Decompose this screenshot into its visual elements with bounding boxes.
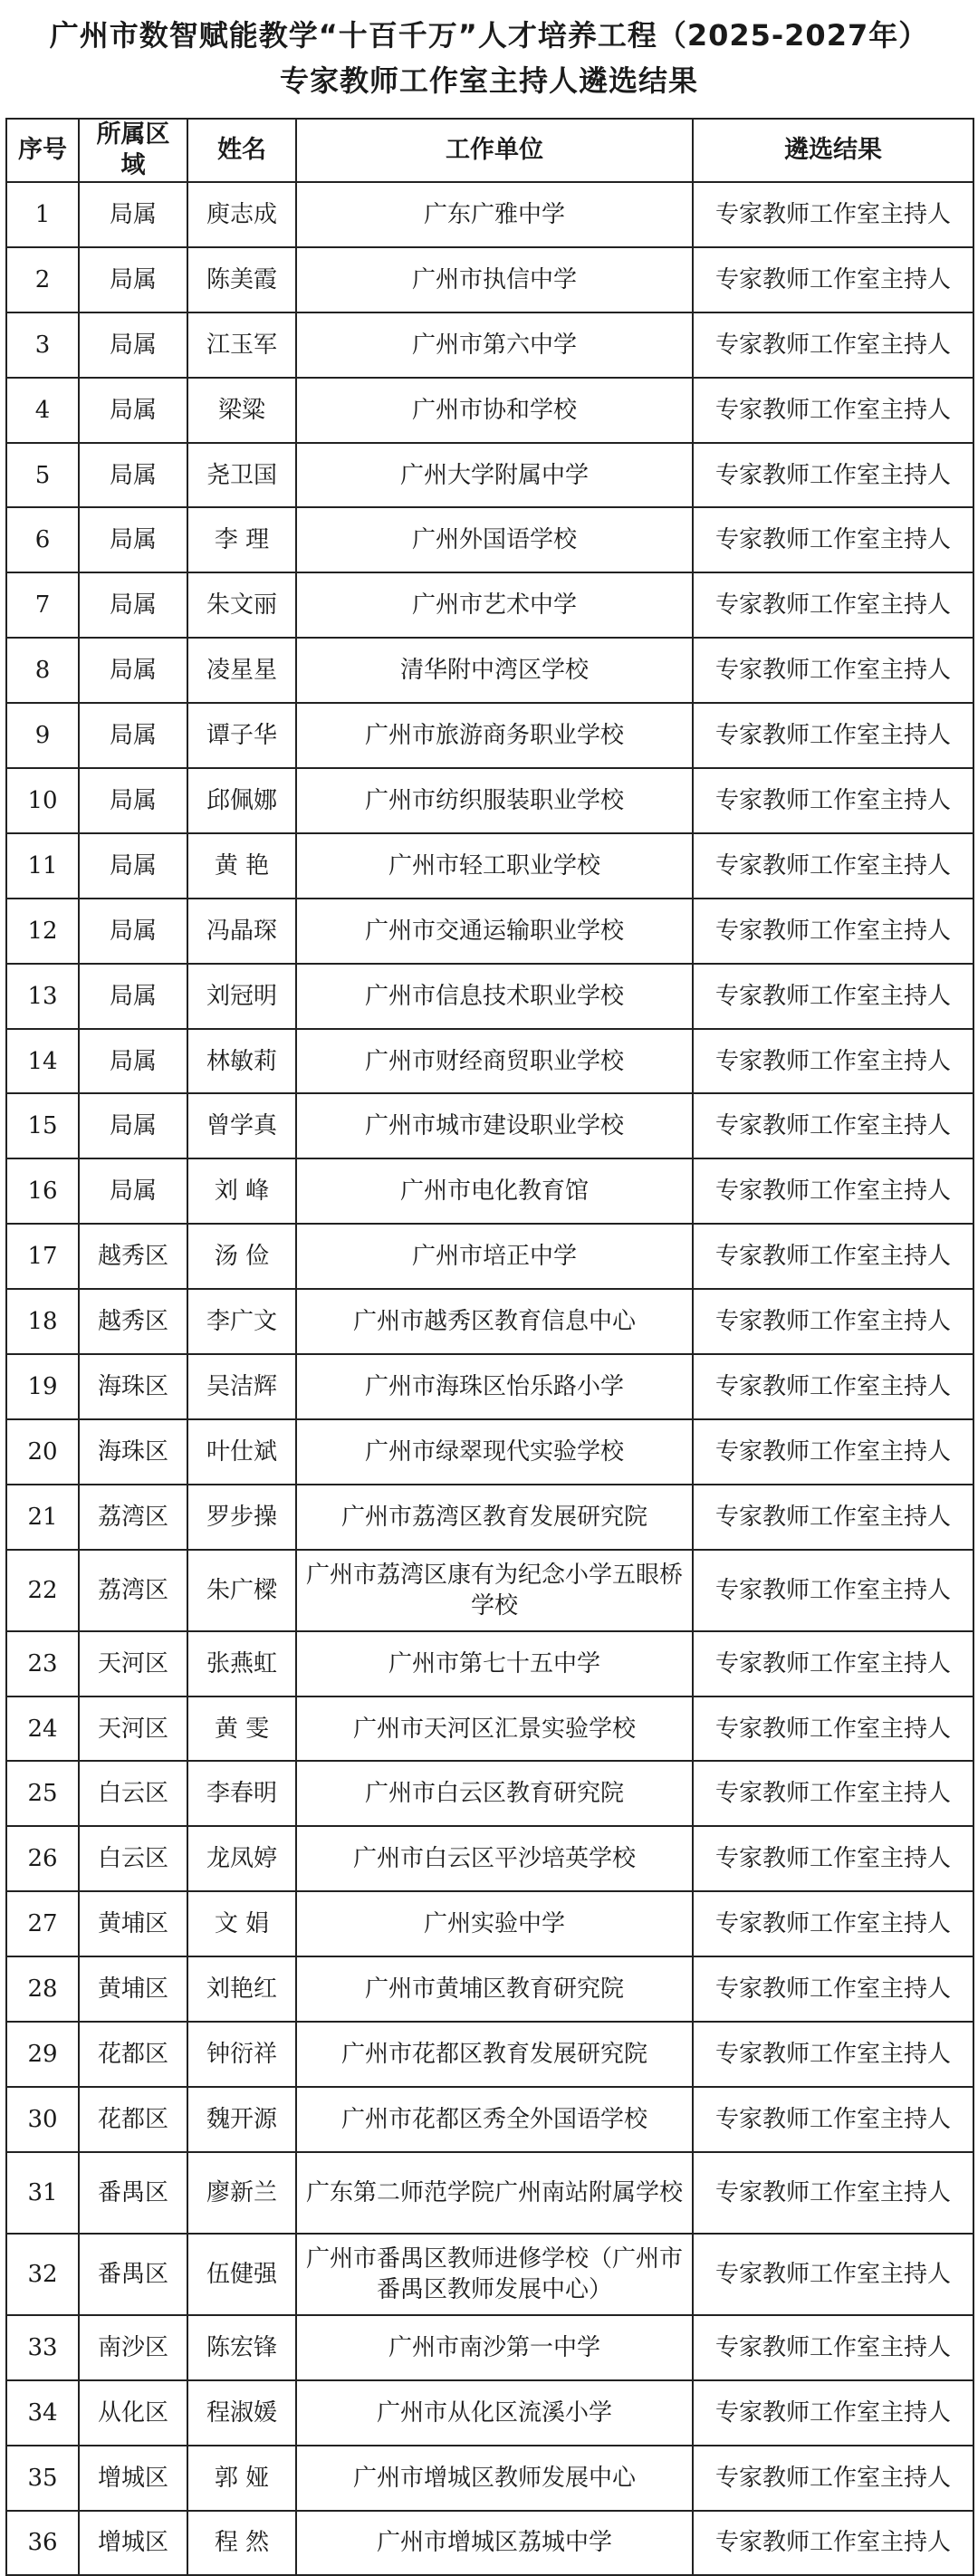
cell-result: 专家教师工作室主持人 — [693, 768, 973, 833]
cell-name: 李 理 — [187, 507, 296, 572]
cell-area: 局属 — [79, 378, 187, 443]
cell-area: 荔湾区 — [79, 1485, 187, 1550]
cell-work-unit: 广东第二师范学院广州南站附属学校 — [296, 2152, 693, 2234]
cell-area: 南沙区 — [79, 2315, 187, 2380]
cell-result: 专家教师工作室主持人 — [693, 1956, 973, 2022]
table-body — [6, 182, 973, 2575]
cell-result: 专家教师工作室主持人 — [693, 1891, 973, 1956]
cell-area: 局属 — [79, 1093, 187, 1158]
table-row — [6, 1761, 973, 1826]
cell-work-unit: 广州市电化教育馆 — [296, 1158, 693, 1224]
cell-result: 专家教师工作室主持人 — [693, 1289, 973, 1354]
cell-index: 5 — [6, 443, 79, 508]
cell-work-unit: 广州市纺织服装职业学校 — [296, 768, 693, 833]
cell-result: 专家教师工作室主持人 — [693, 1550, 973, 1631]
table-row — [6, 1029, 973, 1094]
cell-result: 专家教师工作室主持人 — [693, 1158, 973, 1224]
cell-area: 局属 — [79, 572, 187, 638]
cell-work-unit: 广州市黄埔区教育研究院 — [296, 1956, 693, 2022]
cell-result: 专家教师工作室主持人 — [693, 2087, 973, 2152]
table-row — [6, 2087, 973, 2152]
cell-work-unit: 广州市增城区教师发展中心 — [296, 2446, 693, 2511]
cell-index: 3 — [6, 312, 79, 378]
cell-area: 增城区 — [79, 2511, 187, 2576]
cell-result: 专家教师工作室主持人 — [693, 443, 973, 508]
cell-result: 专家教师工作室主持人 — [693, 638, 973, 703]
table-row — [6, 1485, 973, 1550]
cell-area: 从化区 — [79, 2380, 187, 2446]
cell-name: 伍健强 — [187, 2234, 296, 2315]
cell-work-unit: 广州市花都区秀全外国语学校 — [296, 2087, 693, 2152]
header-work-unit: 工作单位 — [296, 119, 693, 182]
cell-index: 27 — [6, 1891, 79, 1956]
cell-work-unit: 广州市绿翠现代实验学校 — [296, 1419, 693, 1485]
table-row — [6, 182, 973, 247]
table-row — [6, 899, 973, 964]
cell-area: 局属 — [79, 899, 187, 964]
cell-index: 29 — [6, 2022, 79, 2087]
table-row — [6, 1891, 973, 1956]
table-row — [6, 1419, 973, 1485]
cell-work-unit: 广州市越秀区教育信息中心 — [296, 1289, 693, 1354]
cell-result: 专家教师工作室主持人 — [693, 2152, 973, 2234]
cell-result: 专家教师工作室主持人 — [693, 1354, 973, 1419]
cell-work-unit: 广州市艺术中学 — [296, 572, 693, 638]
cell-name: 龙凤婷 — [187, 1826, 296, 1891]
table-row — [6, 768, 973, 833]
table-row — [6, 1550, 973, 1631]
cell-work-unit: 广州市交通运输职业学校 — [296, 899, 693, 964]
cell-name: 尧卫国 — [187, 443, 296, 508]
cell-work-unit: 广州市番禺区教师进修学校（广州市番禺区教师发展中心） — [296, 2234, 693, 2315]
cell-area: 花都区 — [79, 2087, 187, 2152]
cell-work-unit: 广州市城市建设职业学校 — [296, 1093, 693, 1158]
cell-result: 专家教师工作室主持人 — [693, 703, 973, 768]
cell-work-unit: 广州市荔湾区教育发展研究院 — [296, 1485, 693, 1550]
cell-index: 13 — [6, 964, 79, 1029]
table-row — [6, 247, 973, 312]
cell-name: 朱文丽 — [187, 572, 296, 638]
cell-work-unit: 广州实验中学 — [296, 1891, 693, 1956]
cell-name: 刘 峰 — [187, 1158, 296, 1224]
cell-area: 局属 — [79, 182, 187, 247]
cell-index: 21 — [6, 1485, 79, 1550]
cell-work-unit: 广州市白云区教育研究院 — [296, 1761, 693, 1826]
cell-index: 7 — [6, 572, 79, 638]
cell-name: 汤 俭 — [187, 1224, 296, 1289]
cell-work-unit: 广州市白云区平沙培英学校 — [296, 1826, 693, 1891]
cell-name: 魏开源 — [187, 2087, 296, 2152]
cell-area: 局属 — [79, 1029, 187, 1094]
cell-area: 番禺区 — [79, 2234, 187, 2315]
cell-name: 曾学真 — [187, 1093, 296, 1158]
table-row — [6, 378, 973, 443]
cell-area: 海珠区 — [79, 1354, 187, 1419]
table-header-row — [6, 119, 973, 182]
cell-name: 张燕虹 — [187, 1631, 296, 1697]
cell-area: 越秀区 — [79, 1289, 187, 1354]
table-row — [6, 638, 973, 703]
table-row — [6, 507, 973, 572]
cell-name: 刘艳红 — [187, 1956, 296, 2022]
cell-index: 36 — [6, 2511, 79, 2576]
table-row — [6, 443, 973, 508]
cell-result: 专家教师工作室主持人 — [693, 1697, 973, 1762]
cell-work-unit: 广州市第七十五中学 — [296, 1631, 693, 1697]
cell-index: 19 — [6, 1354, 79, 1419]
cell-result: 专家教师工作室主持人 — [693, 572, 973, 638]
cell-index: 34 — [6, 2380, 79, 2446]
cell-result: 专家教师工作室主持人 — [693, 833, 973, 899]
cell-work-unit: 广州市信息技术职业学校 — [296, 964, 693, 1029]
table-row — [6, 1354, 973, 1419]
cell-work-unit: 广州市海珠区怡乐路小学 — [296, 1354, 693, 1419]
table-row — [6, 312, 973, 378]
cell-area: 白云区 — [79, 1826, 187, 1891]
cell-result: 专家教师工作室主持人 — [693, 964, 973, 1029]
cell-area: 黄埔区 — [79, 1956, 187, 2022]
cell-work-unit: 广州大学附属中学 — [296, 443, 693, 508]
cell-work-unit: 广州市第六中学 — [296, 312, 693, 378]
cell-result: 专家教师工作室主持人 — [693, 2022, 973, 2087]
cell-index: 25 — [6, 1761, 79, 1826]
cell-index: 30 — [6, 2087, 79, 2152]
cell-result: 专家教师工作室主持人 — [693, 1419, 973, 1485]
cell-index: 18 — [6, 1289, 79, 1354]
cell-name: 程淑媛 — [187, 2380, 296, 2446]
cell-name: 冯晶琛 — [187, 899, 296, 964]
table-row — [6, 1289, 973, 1354]
cell-name: 庾志成 — [187, 182, 296, 247]
cell-index: 2 — [6, 247, 79, 312]
cell-area: 番禺区 — [79, 2152, 187, 2234]
cell-name: 廖新兰 — [187, 2152, 296, 2234]
cell-work-unit: 广州市财经商贸职业学校 — [296, 1029, 693, 1094]
cell-result: 专家教师工作室主持人 — [693, 312, 973, 378]
cell-result: 专家教师工作室主持人 — [693, 1093, 973, 1158]
table-row — [6, 1826, 973, 1891]
cell-result: 专家教师工作室主持人 — [693, 1631, 973, 1697]
cell-index: 24 — [6, 1697, 79, 1762]
cell-result: 专家教师工作室主持人 — [693, 2511, 973, 2576]
cell-work-unit: 广州市协和学校 — [296, 378, 693, 443]
cell-work-unit: 广州市花都区教育发展研究院 — [296, 2022, 693, 2087]
cell-result: 专家教师工作室主持人 — [693, 378, 973, 443]
cell-index: 22 — [6, 1550, 79, 1631]
table-row — [6, 833, 973, 899]
document-title-line-2: 专家教师工作室主持人遴选结果 — [279, 63, 698, 98]
cell-name: 钟衍祥 — [187, 2022, 296, 2087]
cell-index: 33 — [6, 2315, 79, 2380]
table-row — [6, 572, 973, 638]
cell-index: 14 — [6, 1029, 79, 1094]
cell-index: 32 — [6, 2234, 79, 2315]
cell-index: 15 — [6, 1093, 79, 1158]
cell-index: 16 — [6, 1158, 79, 1224]
table-row — [6, 2315, 973, 2380]
header-area: 所属区域 — [79, 119, 187, 182]
cell-index: 35 — [6, 2446, 79, 2511]
cell-result: 专家教师工作室主持人 — [693, 1485, 973, 1550]
selection-results-table — [5, 118, 974, 2576]
cell-area: 局属 — [79, 638, 187, 703]
cell-result: 专家教师工作室主持人 — [693, 2234, 973, 2315]
cell-name: 罗步操 — [187, 1485, 296, 1550]
cell-name: 陈美霞 — [187, 247, 296, 312]
cell-result: 专家教师工作室主持人 — [693, 507, 973, 572]
cell-area: 局属 — [79, 247, 187, 312]
document-title-line-1: 广州市数智赋能教学“十百千万”人才培养工程（2025-2027年） — [49, 18, 929, 53]
table-row — [6, 2234, 973, 2315]
cell-area: 天河区 — [79, 1697, 187, 1762]
cell-name: 黄 艳 — [187, 833, 296, 899]
cell-name: 凌星星 — [187, 638, 296, 703]
cell-index: 28 — [6, 1956, 79, 2022]
cell-result: 专家教师工作室主持人 — [693, 1761, 973, 1826]
title-block — [0, 0, 978, 116]
header-result: 遴选结果 — [693, 119, 973, 182]
cell-result: 专家教师工作室主持人 — [693, 899, 973, 964]
cell-work-unit: 广东广雅中学 — [296, 182, 693, 247]
cell-index: 8 — [6, 638, 79, 703]
cell-name: 黄 雯 — [187, 1697, 296, 1762]
cell-name: 陈宏锋 — [187, 2315, 296, 2380]
cell-result: 专家教师工作室主持人 — [693, 182, 973, 247]
cell-name: 梁粱 — [187, 378, 296, 443]
cell-name: 郭 娅 — [187, 2446, 296, 2511]
cell-area: 增城区 — [79, 2446, 187, 2511]
cell-work-unit: 清华附中湾区学校 — [296, 638, 693, 703]
cell-name: 李春明 — [187, 1761, 296, 1826]
cell-result: 专家教师工作室主持人 — [693, 1224, 973, 1289]
table-row — [6, 1956, 973, 2022]
cell-work-unit: 广州市荔湾区康有为纪念小学五眼桥学校 — [296, 1550, 693, 1631]
cell-name: 刘冠明 — [187, 964, 296, 1029]
cell-index: 26 — [6, 1826, 79, 1891]
cell-work-unit: 广州市轻工职业学校 — [296, 833, 693, 899]
cell-area: 局属 — [79, 768, 187, 833]
cell-area: 荔湾区 — [79, 1550, 187, 1631]
cell-index: 1 — [6, 182, 79, 247]
cell-name: 吴洁辉 — [187, 1354, 296, 1419]
cell-area: 白云区 — [79, 1761, 187, 1826]
cell-work-unit: 广州市执信中学 — [296, 247, 693, 312]
cell-area: 天河区 — [79, 1631, 187, 1697]
cell-area: 局属 — [79, 703, 187, 768]
cell-result: 专家教师工作室主持人 — [693, 2380, 973, 2446]
cell-result: 专家教师工作室主持人 — [693, 1029, 973, 1094]
table-row — [6, 1093, 973, 1158]
cell-name: 朱广樑 — [187, 1550, 296, 1631]
cell-result: 专家教师工作室主持人 — [693, 1826, 973, 1891]
cell-index: 11 — [6, 833, 79, 899]
cell-work-unit: 广州外国语学校 — [296, 507, 693, 572]
cell-index: 23 — [6, 1631, 79, 1697]
cell-work-unit: 广州市从化区流溪小学 — [296, 2380, 693, 2446]
cell-name: 叶仕斌 — [187, 1419, 296, 1485]
table-row — [6, 1224, 973, 1289]
cell-index: 9 — [6, 703, 79, 768]
table-row — [6, 2446, 973, 2511]
cell-name: 李广文 — [187, 1289, 296, 1354]
table-row — [6, 1697, 973, 1762]
cell-area: 海珠区 — [79, 1419, 187, 1485]
cell-name: 谭子华 — [187, 703, 296, 768]
cell-index: 12 — [6, 899, 79, 964]
cell-name: 邱佩娜 — [187, 768, 296, 833]
table-row — [6, 2511, 973, 2576]
cell-name: 文 娟 — [187, 1891, 296, 1956]
cell-area: 局属 — [79, 833, 187, 899]
cell-area: 局属 — [79, 964, 187, 1029]
table-row — [6, 1631, 973, 1697]
cell-work-unit: 广州市增城区荔城中学 — [296, 2511, 693, 2576]
cell-index: 31 — [6, 2152, 79, 2234]
cell-area: 局属 — [79, 507, 187, 572]
cell-work-unit: 广州市南沙第一中学 — [296, 2315, 693, 2380]
cell-index: 6 — [6, 507, 79, 572]
cell-result: 专家教师工作室主持人 — [693, 247, 973, 312]
table-row — [6, 964, 973, 1029]
cell-index: 20 — [6, 1419, 79, 1485]
header-index: 序号 — [6, 119, 79, 182]
cell-area: 局属 — [79, 443, 187, 508]
cell-result: 专家教师工作室主持人 — [693, 2315, 973, 2380]
header-name: 姓名 — [187, 119, 296, 182]
cell-area: 花都区 — [79, 2022, 187, 2087]
table-row — [6, 2152, 973, 2234]
cell-area: 局属 — [79, 1158, 187, 1224]
cell-name: 林敏莉 — [187, 1029, 296, 1094]
cell-area: 黄埔区 — [79, 1891, 187, 1956]
cell-index: 17 — [6, 1224, 79, 1289]
table-row — [6, 2022, 973, 2087]
cell-work-unit: 广州市天河区汇景实验学校 — [296, 1697, 693, 1762]
table-row — [6, 2380, 973, 2446]
table-row — [6, 703, 973, 768]
cell-result: 专家教师工作室主持人 — [693, 2446, 973, 2511]
table-row — [6, 1158, 973, 1224]
cell-work-unit: 广州市培正中学 — [296, 1224, 693, 1289]
cell-work-unit: 广州市旅游商务职业学校 — [296, 703, 693, 768]
cell-index: 10 — [6, 768, 79, 833]
cell-name: 江玉军 — [187, 312, 296, 378]
cell-name: 程 然 — [187, 2511, 296, 2576]
cell-area: 越秀区 — [79, 1224, 187, 1289]
cell-index: 4 — [6, 378, 79, 443]
cell-area: 局属 — [79, 312, 187, 378]
